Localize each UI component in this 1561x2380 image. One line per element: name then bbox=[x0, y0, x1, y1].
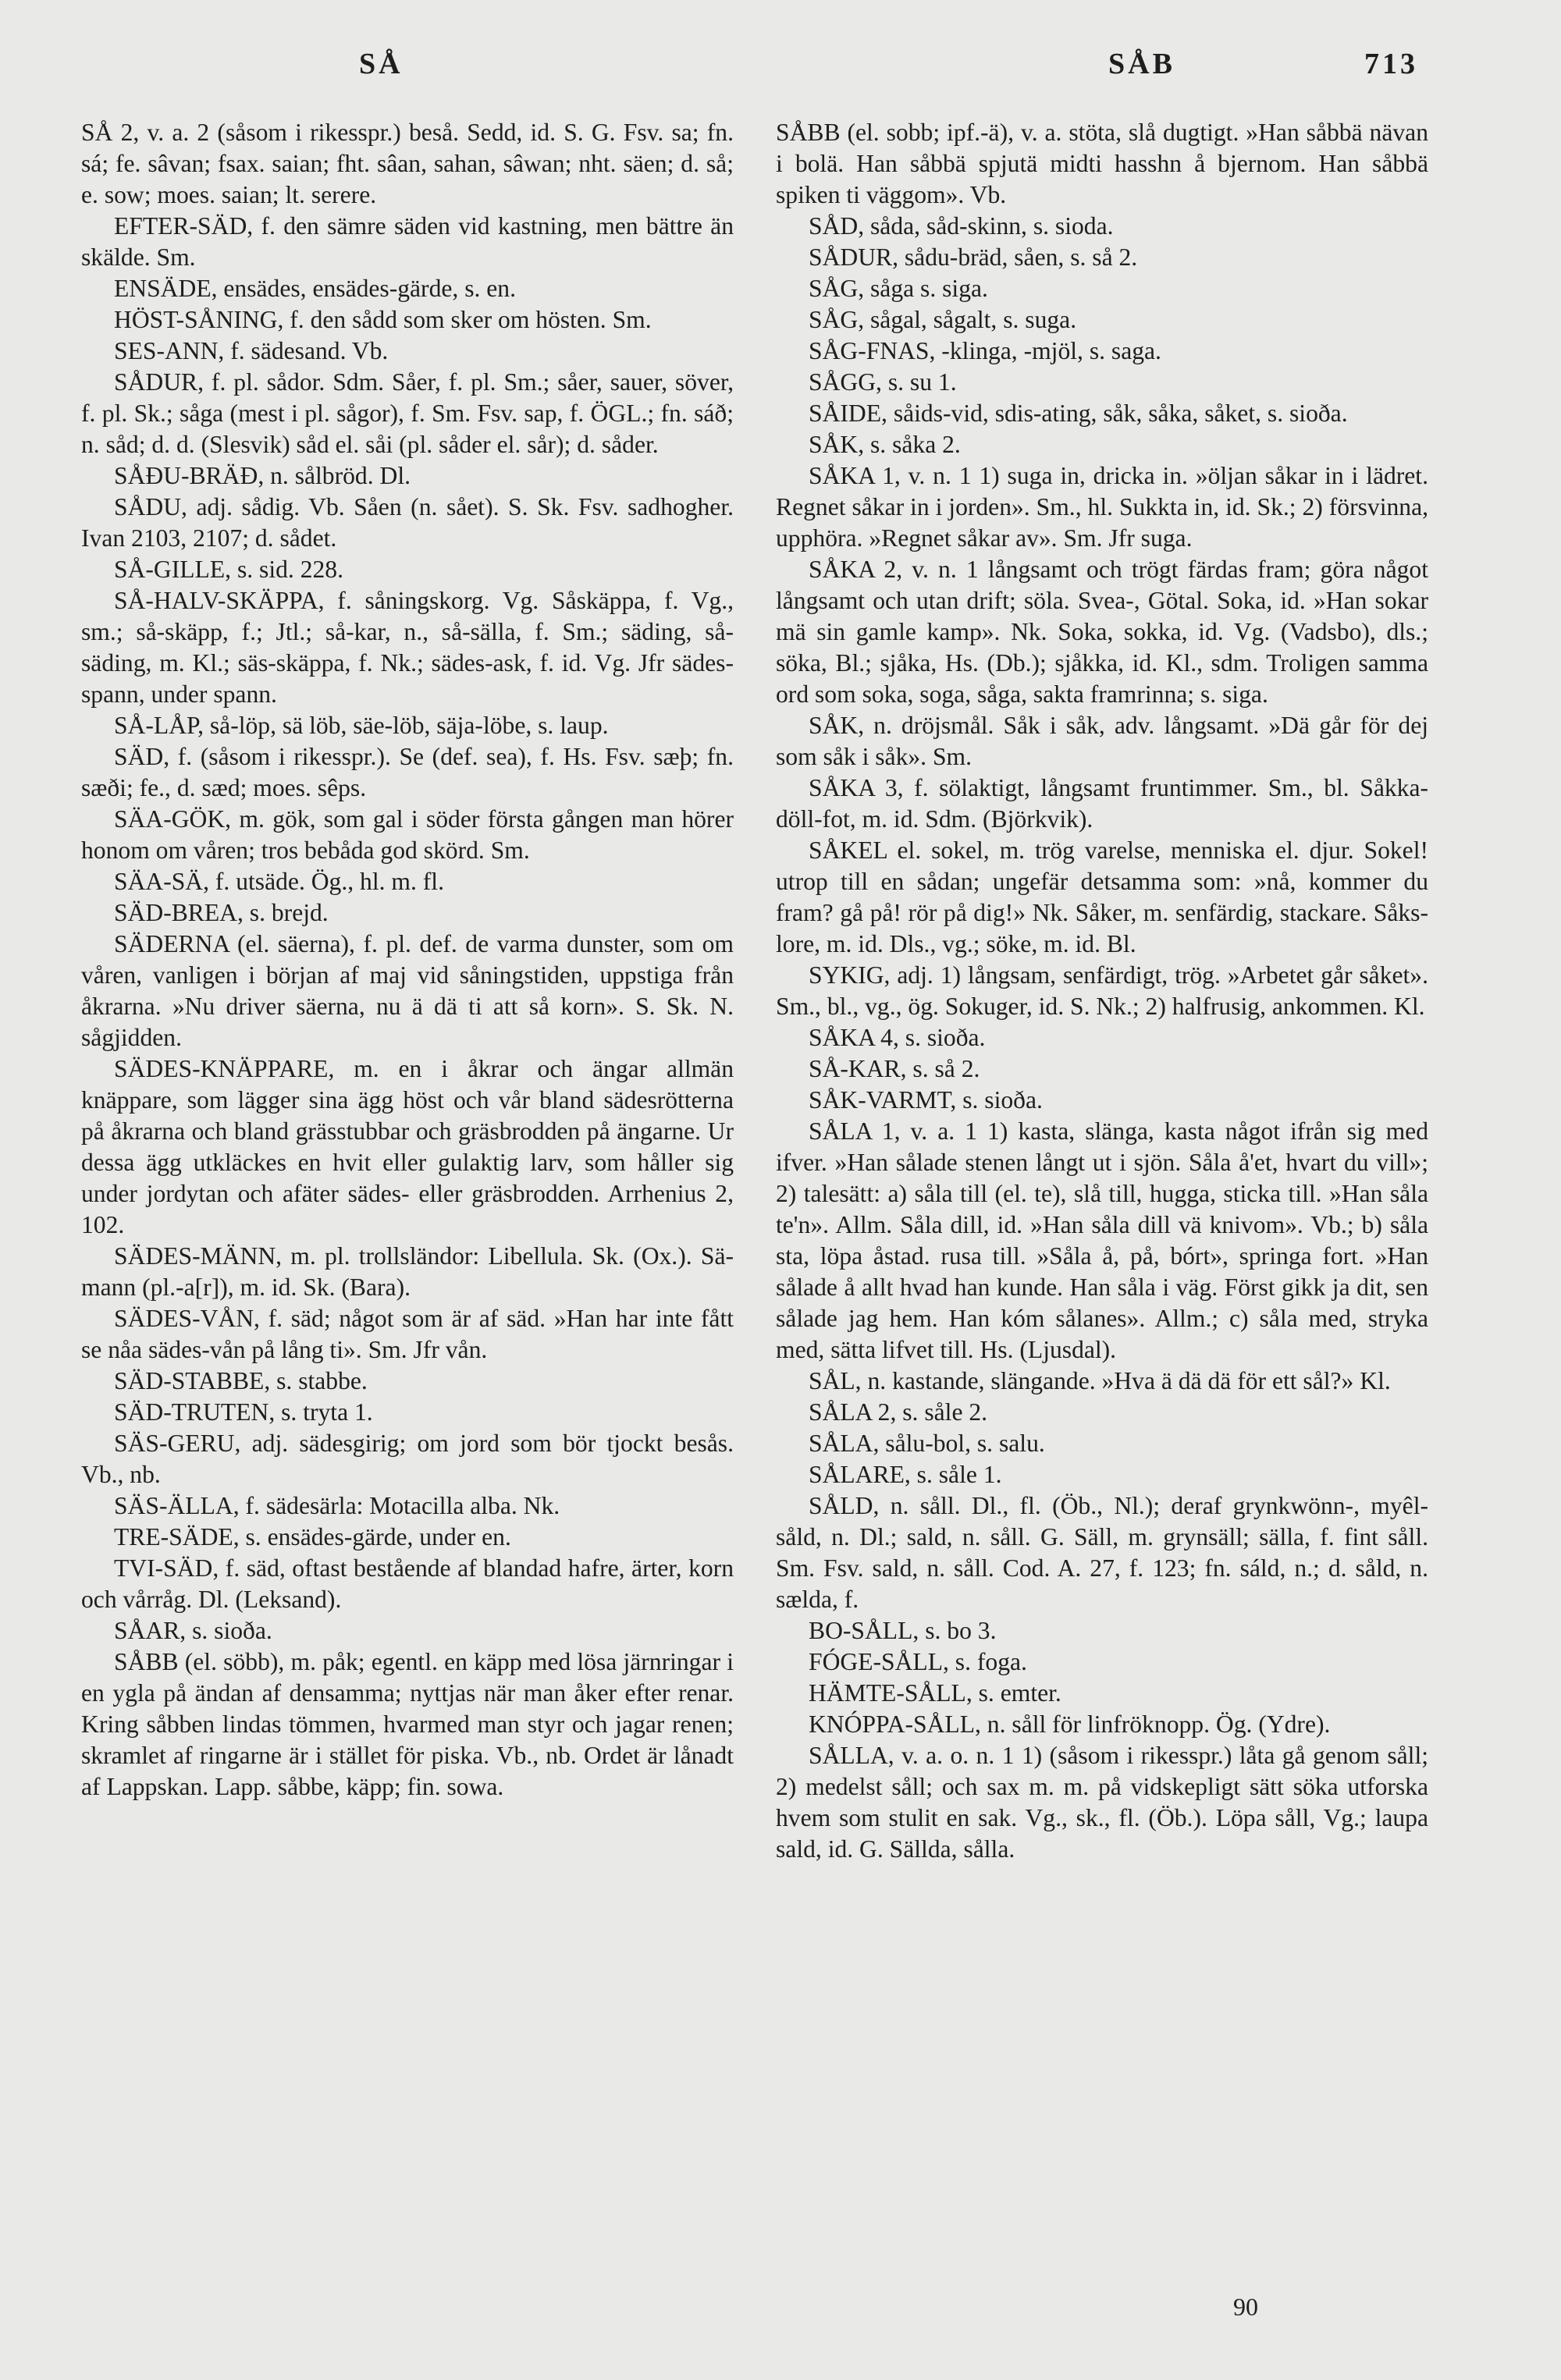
dictionary-entry: SÅLA 1, v. a. 1 1) kasta, slänga, kasta något ifrån sig med ifver. »Han sålade stenen långt ut i sjön. Såla å'et, hvart du vill»; 2) talesätt: a) såla till (el. te), slå till, hugga, sticka till. »Han såla te'n». Allm. Såla dill, id. »Han såla dill vä knivom». Vb.; b) såla sta, löpa åstad. rusa till. »Såla å, på, bórt», springa fort. »Han sålade å allt hvad han kunde. Han såla i väg. Först gikk ja dit, sen sålade jag hem. Han kóm sålanes». Allm.; c) såla med, stryka med, sätta lifvet till. Hs. (Ljusdal). bbox=[776, 1117, 1428, 1363]
dictionary-entry: SÅGG, s. su 1. bbox=[809, 368, 957, 396]
dictionary-entry: SÅG, sågal, sågalt, s. suga. bbox=[809, 306, 1077, 333]
dictionary-entry: SÅLD, n. såll. Dl., fl. (Öb., Nl.); deraf grynkwönn-, myêl-såld, n. Dl.; sald, n. såll. G. Säll, m. grynsäll; sälla, f. fint såll. Sm. Fsv. sald, n. såll. Cod. A. 27, f. 123; fn. sáld, n.; d. såld, n. sælda, f. bbox=[776, 1492, 1428, 1613]
dictionary-entry: SÅKEL el. sokel, m. trög varelse, menniska el. djur. Sokel! utrop till en sådan; ungefär detsamma som: »nå, kommer du fram? gå på! rör på dig!» Nk. Såker, m. senfärdig, stackare. Såks-lore, m. id. Dls., vg.; söke, m. id. Bl. bbox=[776, 837, 1428, 957]
right-column bbox=[776, 117, 1428, 1865]
left-column bbox=[81, 117, 734, 1803]
dictionary-entry: SÅLARE, s. såle 1. bbox=[809, 1461, 1002, 1488]
dictionary-entry: SÄD-STABBE, s. stabbe. bbox=[114, 1367, 368, 1394]
dictionary-entry: SÅÐU-BRÄÐ, n. sålbröd. Dl. bbox=[114, 462, 411, 489]
dictionary-entry: HÄMTE-SÅLL, s. emter. bbox=[809, 1679, 1061, 1707]
dictionary-entry: KNÓPPA-SÅLL, n. såll för linfröknopp. Ög. (Ydre). bbox=[809, 1710, 1331, 1738]
dictionary-entry: SÄDES-MÄNN, m. pl. trollsländor: Libellula. Sk. (Ox.). Sä-mann (pl.-a[r]), m. id. Sk. (Bara). bbox=[81, 1242, 734, 1301]
dictionary-entry: ENSÄDE, ensädes, ensädes-gärde, s. en. bbox=[114, 275, 517, 302]
dictionary-entry: SYKIG, adj. 1) långsam, senfärdigt, trög. »Arbetet går såket». Sm., bl., vg., ög. Sokuger, id. S. Nk.; 2) halfrusig, ankommen. Kl. bbox=[776, 961, 1428, 1020]
dictionary-entry: SÅBB (el. sobb; ipf.-ä), v. a. stöta, slå dugtigt. »Han såbbä nävan i bolä. Han såbbä spjutä midti hasshn å bjernom. Han såbbä spiken ti väggom». Vb. bbox=[776, 119, 1428, 208]
dictionary-entry: SÅ-GILLE, s. sid. 228. bbox=[114, 556, 343, 583]
running-head-left: SÅ bbox=[359, 48, 404, 80]
dictionary-entry: SÅKA 1, v. n. 1 1) suga in, dricka in. »öljan såkar in i lädret. Regnet såkar in i jorden». Sm., hl. Sukkta in, id. Sk.; 2) försvinna, upphöra. »Regnet såkar av». Sm. Jfr suga. bbox=[776, 462, 1428, 552]
dictionary-entry: SÅAR, s. sioða. bbox=[114, 1617, 272, 1644]
dictionary-entry: FÓGE-SÅLL, s. foga. bbox=[809, 1648, 1027, 1675]
dictionary-entry: SÅK, s. såka 2. bbox=[809, 431, 961, 458]
dictionary-entry: SÅG, såga s. siga. bbox=[809, 275, 988, 302]
dictionary-entry: SÄDES-KNÄPPARE, m. en i åkrar och ängar allmän knäppare, som lägger sina ägg höst och vår bland sädesrötterna på åkrarna och bland grässtubbar och gräsbrodden på ängarne. Ur dessa ägg utkläckes en hvit eller gulaktig larv, som håller sig under jordytan och afäter sädes- eller gräsbrodden. Arrhenius 2, 102. bbox=[81, 1055, 734, 1238]
dictionary-entry: SÅ-KAR, s. så 2. bbox=[809, 1055, 980, 1082]
dictionary-entry: SÅDUR, f. pl. sådor. Sdm. Såer, f. pl. Sm.; såer, sauer, söver, f. pl. Sk.; såga (mest i pl. sågor), f. Sm. Fsv. sap, f. ÖGL.; fn. sáð; n. såd; d. d. (Slesvik) såd el. såi (pl. såder el. sår); d. såder. bbox=[81, 368, 734, 458]
dictionary-entry: TRE-SÄDE, s. ensädes-gärde, under en. bbox=[114, 1523, 511, 1551]
dictionary-entry: SÄS-GERU, adj. sädesgirig; om jord som bör tjockt besås. Vb., nb. bbox=[81, 1430, 734, 1488]
dictionary-entry: SÅK, n. dröjsmål. Såk i såk, adv. långsamt. »Dä går för dej som såk i såk». Sm. bbox=[776, 712, 1428, 770]
dictionary-entry: SÄA-SÄ, f. utsäde. Ög., hl. m. fl. bbox=[114, 868, 444, 895]
dictionary-entry: SÅ-HALV-SKÄPPA, f. såningskorg. Vg. Såskäppa, f. Vg., sm.; så-skäpp, f.; Jtl.; så-kar, n., så-sälla, f. Sm.; säding, så-säding, m. Kl.; säs-skäppa, f. Nk.; sädes-ask, f. id. Vg. Jfr sädes-spann, under spann. bbox=[81, 587, 734, 708]
dictionary-entry: SÅDU, adj. sådig. Vb. Såen (n. sået). S. Sk. Fsv. sadhogher. Ivan 2103, 2107; d. sådet. bbox=[81, 493, 734, 552]
page-number: 713 bbox=[1364, 48, 1418, 80]
dictionary-entry: SÅDUR, sådu-bräd, såen, s. så 2. bbox=[809, 243, 1138, 271]
dictionary-entry: SÄDERNA (el. säerna), f. pl. def. de varma dunster, som om våren, vanligen i början af maj vid såningstiden, uppstiga från åkrarna. »Nu driver säerna, nu ä dä ti att så korn». S. Sk. N. sågjidden. bbox=[81, 930, 734, 1051]
dictionary-entry: SÅLA 2, s. såle 2. bbox=[809, 1398, 988, 1426]
dictionary-entry: SÅBB (el. söbb), m. påk; egentl. en käpp med lösa järnringar i en ygla på ändan af densamma; nyttjas när man åker efter renar. Kring såbben lindas tömmen, hvarmed man styr och jagar renen; skramlet af ringarne är i stället för piska. Vb., nb. Ordet är lånadt af Lappskan. Lapp. såbbe, käpp; fin. sowa. bbox=[81, 1648, 734, 1800]
dictionary-entry: SÅLLA, v. a. o. n. 1 1) (såsom i rikesspr.) låta gå genom såll; 2) medelst såll; och sax m. m. på vidskepligt sätt söka utforska hvem som stulit en sak. Vg., sk., fl. (Öb.). Löpa såll, Vg.; laupa sald, id. G. Sällda, sålla. bbox=[776, 1742, 1428, 1863]
dictionary-entry: SÅG-FNAS, -klinga, -mjöl, s. saga. bbox=[809, 337, 1161, 364]
dictionary-entry: SÅLA, sålu-bol, s. salu. bbox=[809, 1430, 1045, 1457]
folio-number: 90 bbox=[1233, 2293, 1258, 2321]
dictionary-entry: SÅK-VARMT, s. sioða. bbox=[809, 1086, 1043, 1114]
dictionary-entry: SÅKA 3, f. sölaktigt, långsamt fruntimmer. Sm., bl. Såkka-döll-fot, m. id. Sdm. (Björkvik). bbox=[776, 774, 1428, 833]
dictionary-entry: SÅKA 2, v. n. 1 långsamt och trögt färdas fram; göra något långsamt och utan drift; söla. Svea-, Götal. Soka, id. »Han sokar mä sin gamle kamp». Nk. Soka, sokka, id. Vg. (Vadsbo), dls.; söka, Bl.; sjåka, Hs. (Db.); sjåkka, id. Kl., sdm. Troligen samma ord som soka, soga, såga, sakta framrinna; s. siga. bbox=[776, 556, 1428, 708]
dictionary-entry: SES-ANN, f. sädesand. Vb. bbox=[114, 337, 389, 364]
dictionary-entry: SÄS-ÄLLA, f. sädesärla: Motacilla alba. Nk. bbox=[114, 1492, 560, 1519]
dictionary-entry: SÄD-BREA, s. brejd. bbox=[114, 899, 329, 926]
dictionary-entry: BO-SÅLL, s. bo 3. bbox=[809, 1617, 997, 1644]
dictionary-entry: SÅ-LÅP, så-löp, sä löb, säe-löb, säja-löbe, s. laup. bbox=[114, 712, 609, 739]
dictionary-entry: SÄDES-VÅN, f. säd; något som är af säd. »Han har inte fått se nåa sädes-vån på lång ti». Sm. Jfr vån. bbox=[81, 1305, 734, 1363]
dictionary-entry: SÅ 2, v. a. 2 (såsom i rikesspr.) beså. Sedd, id. S. G. Fsv. sa; fn. sá; fe. sâvan; fsax. saian; fht. sâan, sahan, sâwan; nht. säen; d. så; e. sow; moes. saian; lt. serere. bbox=[81, 119, 734, 208]
dictionary-entry: TVI-SÄD, f. säd, oftast bestående af blandad hafre, ärter, korn och vårråg. Dl. (Leksand). bbox=[81, 1554, 734, 1613]
dictionary-entry: SÄA-GÖK, m. gök, som gal i söder första gången man hörer honom om våren; tros bebåda god skörd. Sm. bbox=[81, 805, 734, 864]
dictionary-entry: SÅL, n. kastande, slängande. »Hva ä dä dä för ett sål?» Kl. bbox=[809, 1367, 1391, 1394]
dictionary-entry: SÅD, såda, såd-skinn, s. sioda. bbox=[809, 212, 1114, 240]
dictionary-entry: EFTER-SÄD, f. den sämre säden vid kastning, men bättre än skälde. Sm. bbox=[81, 212, 734, 271]
dictionary-entry: SÄD-TRUTEN, s. tryta 1. bbox=[114, 1398, 373, 1426]
dictionary-entry: SÄD, f. (såsom i rikesspr.). Se (def. sea), f. Hs. Fsv. sæþ; fn. sæði; fe., d. sæd; moes. sêps. bbox=[81, 743, 734, 801]
running-head-right: SÅB bbox=[1108, 48, 1175, 80]
dictionary-entry: SÅIDE, såids-vid, sdis-ating, såk, såka, såket, s. sioða. bbox=[809, 400, 1348, 427]
dictionary-entry: HÖST-SÅNING, f. den sådd som sker om hösten. Sm. bbox=[114, 306, 652, 333]
dictionary-entry: SÅKA 4, s. sioða. bbox=[809, 1024, 986, 1051]
